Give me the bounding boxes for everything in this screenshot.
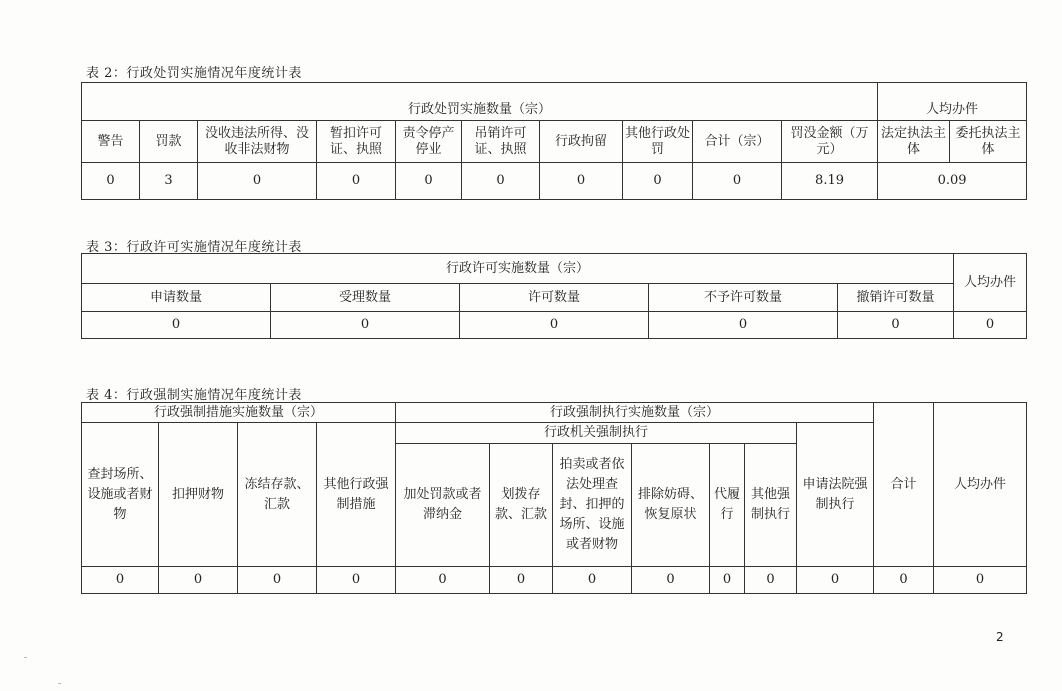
per-capita-group-header: 人均办件 bbox=[878, 83, 1027, 121]
license-stats-table bbox=[81, 253, 1027, 339]
column-header: 受理数量 bbox=[271, 284, 460, 312]
column-header: 加处罚款或者滞纳金 bbox=[396, 444, 490, 567]
table-cell: 0 bbox=[954, 312, 1027, 339]
column-header: 罚款 bbox=[140, 121, 198, 163]
column-header: 其他行政强制措施 bbox=[317, 423, 396, 567]
column-header: 其他强制执行 bbox=[745, 444, 797, 567]
column-header: 吊销许可证、执照 bbox=[462, 121, 540, 163]
column-header: 申请数量 bbox=[82, 284, 271, 312]
table-cell: 0 bbox=[82, 567, 159, 594]
table-cell: 0 bbox=[632, 567, 710, 594]
column-header: 人均办件 bbox=[934, 403, 1027, 567]
column-header: 合计（宗） bbox=[693, 121, 782, 163]
table-cell: 0.09 bbox=[878, 163, 1027, 200]
table-cell: 0 bbox=[238, 567, 317, 594]
table3-caption: 表 3：行政许可实施情况年度统计表 bbox=[86, 240, 302, 255]
column-header: 警告 bbox=[82, 121, 140, 163]
penalty-count-group-header: 行政处罚实施数量（宗） bbox=[82, 83, 878, 121]
table-cell: 8.19 bbox=[782, 163, 878, 200]
table-cell: 0 bbox=[462, 163, 540, 200]
per-capita-header: 人均办件 bbox=[954, 254, 1027, 312]
table-cell: 0 bbox=[553, 567, 632, 594]
table-cell: 0 bbox=[623, 163, 693, 200]
column-header: 撤销许可数量 bbox=[838, 284, 954, 312]
table-cell: 0 bbox=[797, 567, 874, 594]
column-header: 划拨存款、汇款 bbox=[490, 444, 553, 567]
column-header: 拍卖或者依法处理查封、扣押的场所、设施或者财物 bbox=[553, 444, 632, 567]
column-header: 暂扣许可证、执照 bbox=[317, 121, 396, 163]
table-cell: 0 bbox=[934, 567, 1027, 594]
column-header: 罚没金额（万元） bbox=[782, 121, 878, 163]
table-cell: 0 bbox=[710, 567, 745, 594]
table-cell: 0 bbox=[271, 312, 460, 339]
scan-speck bbox=[58, 683, 61, 684]
table4-caption: 表 4：行政强制实施情况年度统计表 bbox=[86, 388, 302, 403]
table-cell: 0 bbox=[838, 312, 954, 339]
measures-group-header: 行政强制措施实施数量（宗） bbox=[82, 403, 396, 423]
column-header: 冻结存款、汇款 bbox=[238, 423, 317, 567]
penalty-stats-table bbox=[81, 82, 1027, 200]
column-header: 责令停产停业 bbox=[396, 121, 462, 163]
table-cell: 0 bbox=[745, 567, 797, 594]
column-header: 扣押财物 bbox=[159, 423, 238, 567]
column-header: 不予许可数量 bbox=[649, 284, 838, 312]
table-cell: 0 bbox=[82, 163, 140, 200]
page-number: 2 bbox=[996, 630, 1004, 644]
table-cell: 0 bbox=[396, 163, 462, 200]
column-header: 委托执法主体 bbox=[950, 121, 1027, 163]
table-cell: 0 bbox=[396, 567, 490, 594]
agency-execution-header: 行政机关强制执行 bbox=[396, 423, 797, 444]
table-cell: 3 bbox=[140, 163, 198, 200]
column-header: 查封场所、设施或者财物 bbox=[82, 423, 159, 567]
column-header: 法定执法主体 bbox=[878, 121, 950, 163]
column-header: 合计 bbox=[874, 403, 934, 567]
scan-speck bbox=[24, 657, 27, 658]
column-header: 排除妨碍、恢复原状 bbox=[632, 444, 710, 567]
table-cell: 0 bbox=[649, 312, 838, 339]
table-cell: 0 bbox=[317, 163, 396, 200]
column-header: 没收违法所得、没收非法财物 bbox=[198, 121, 317, 163]
table-cell: 0 bbox=[82, 312, 271, 339]
table-cell: 0 bbox=[693, 163, 782, 200]
table-cell: 0 bbox=[540, 163, 623, 200]
license-count-group-header: 行政许可实施数量（宗） bbox=[82, 254, 954, 284]
execution-group-header: 行政强制执行实施数量（宗） bbox=[396, 403, 874, 423]
column-header: 行政拘留 bbox=[540, 121, 623, 163]
table-cell: 0 bbox=[874, 567, 934, 594]
column-header: 许可数量 bbox=[460, 284, 649, 312]
table-cell: 0 bbox=[159, 567, 238, 594]
table-cell: 0 bbox=[490, 567, 553, 594]
enforcement-stats-table bbox=[81, 402, 1027, 594]
column-header: 申请法院强制执行 bbox=[797, 423, 874, 567]
column-header: 其他行政处罚 bbox=[623, 121, 693, 163]
table-cell: 0 bbox=[460, 312, 649, 339]
table-cell: 0 bbox=[317, 567, 396, 594]
column-header: 代履行 bbox=[710, 444, 745, 567]
table-cell: 0 bbox=[198, 163, 317, 200]
table2-caption: 表 2：行政处罚实施情况年度统计表 bbox=[86, 66, 302, 81]
